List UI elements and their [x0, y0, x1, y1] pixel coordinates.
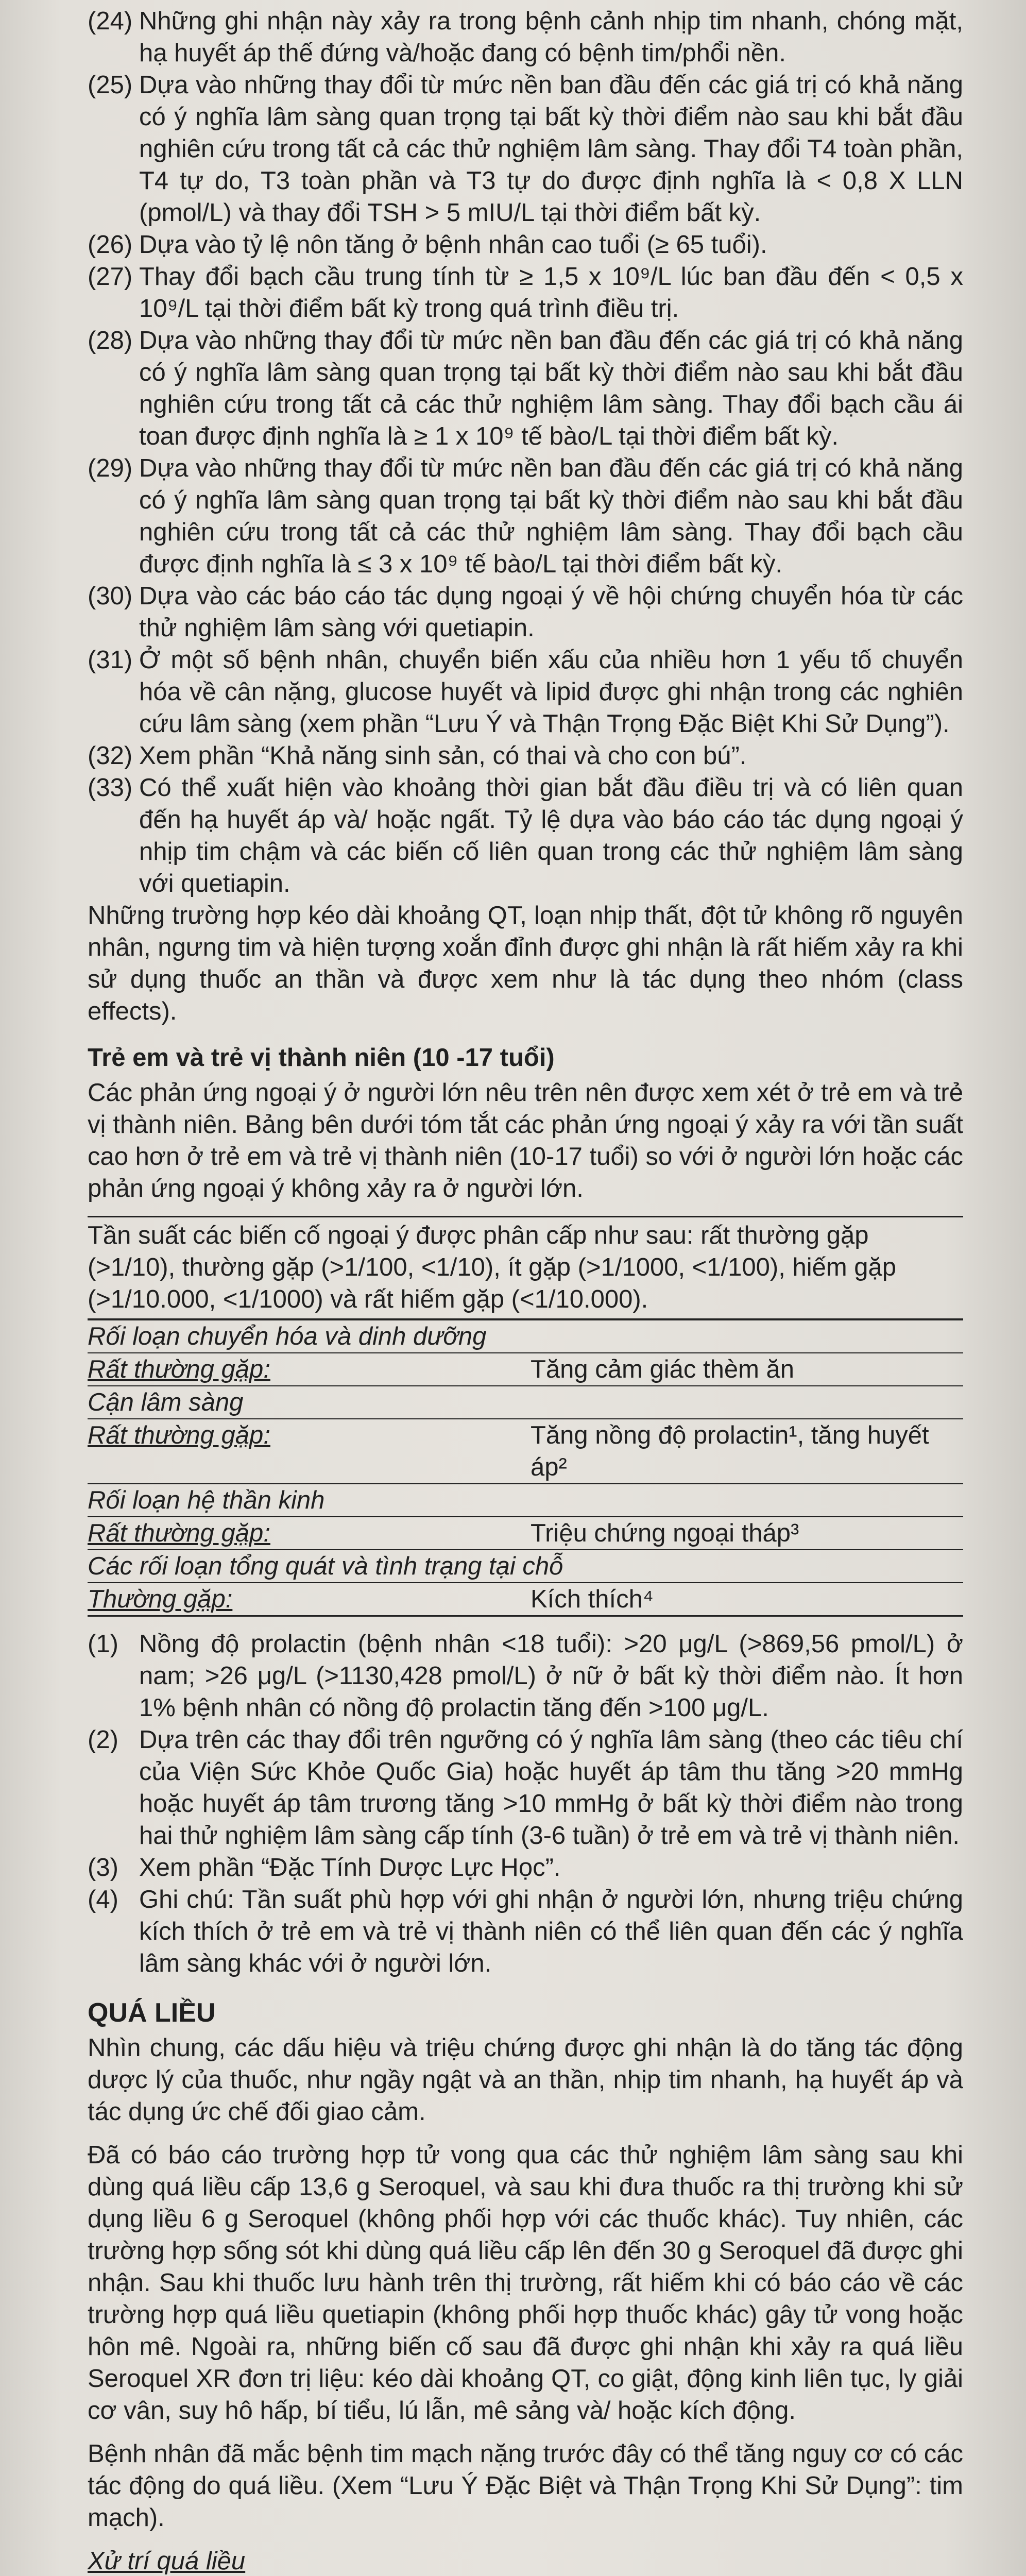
effect-cell: Triệu chứng ngoại tháp³ — [531, 1519, 799, 1547]
footnote-text: Thay đổi bạch cầu trung tính từ ≥ 1,5 x 10⁹/L lúc ban đầu đến < 0,5 x 10⁹/L tại thời điểm bất kỳ trong quá trình điều trị. — [139, 263, 963, 323]
footnote-text: Dựa vào những thay đổi từ mức nền ban đầu đến các giá trị có khả năng có ý nghĩa lâm sàng quan trọng tại bất kỳ thời điểm nào sau khi bắt đầu nghiên cứu trong tất cả các thử nghiệm lâm sàng. Thay đổi bạch cầu được định nghĩa là ≤ 3 x 10⁹ tế bào/L tại thời điểm bất kỳ. — [139, 454, 963, 578]
footnote-text: Ghi chú: Tần suất phù hợp với ghi nhận ở người lớn, nhưng triệu chứng kích thích ở trẻ em và trẻ vị thành niên có thể liên quan đến các ý nghĩa lâm sàng khác với ở người lớn. — [139, 1886, 963, 1977]
overdose-para: Đã có báo cáo trường hợp tử vong qua các thử nghiệm lâm sàng sau khi dùng quá liều cấp 13,6 g Seroquel, và sau khi đưa thuốc ra thị trường khi sử dụng liều 6 g Seroquel (không phối hợp với các thuốc khác). Tuy nhiên, các trường hợp sống sót khi dùng quá liều cấp lên đến 30 g Seroquel đã được ghi nhận. Sau khi thuốc lưu hành trên thị trường, rất hiếm khi có báo cáo về các trường hợp quá liều quetiapin (không phối hợp thuốc khác) gây tử vong hoặc hôn mê. Ngoài ra, những biến cố sau đã được ghi nhận khi xảy ra quá liều Seroquel XR đơn trị liệu: kéo dài khoảng QT, co giật, động kinh liên tục, ly giải cơ vân, suy hô hấp, bí tiểu, lú lẫn, mê sảng và/ hoặc kích động. — [88, 2141, 963, 2425]
effect-cell: Tăng nồng độ prolactin¹, tăng huyết áp² — [531, 1421, 929, 1481]
footnote-number: (4) — [88, 1886, 118, 1913]
footnote-text: Xem phần “Đặc Tính Dược Lực Học”. — [139, 1854, 561, 1882]
footnote-item — [88, 325, 963, 452]
footnote-text: Có thể xuất hiện vào khoảng thời gian bắt đầu điều trị và có liên quan đến hạ huyết áp và/ hoặc ngất. Tỷ lệ dựa vào báo cáo tác dụng ngoại ý nhịp tim chậm và các biến cố liên quan trong các thử nghiệm lâm sàng với quetiapin. — [139, 774, 963, 897]
footnote-number: (33) — [88, 774, 133, 802]
footnote-item — [88, 229, 963, 261]
footnote-number: (27) — [88, 263, 133, 291]
footnote-text: Ở một số bệnh nhân, chuyển biến xấu của nhiều hơn 1 yếu tố chuyển hóa về cân nặng, glucose huyết và lipid được ghi nhận trong các nghiên cứu lâm sàng (xem phần “Lưu Ý và Thận Trọng Đặc Biệt Khi Sử Dụng”). — [139, 646, 963, 738]
frequency-cell: Rất thường gặp: — [88, 1355, 270, 1383]
footnote-number: (24) — [88, 7, 133, 35]
frequency-cell: Rất thường gặp: — [88, 1519, 270, 1547]
overdose-management-heading: Xử trí quá liều — [88, 2547, 246, 2575]
footnote-text: Dựa vào những thay đổi từ mức nền ban đầu đến các giá trị có khả năng có ý nghĩa lâm sàng quan trọng tại bất kỳ thời điểm nào sau khi bắt đầu nghiên cứu trong tất cả các thử nghiệm lâm sàng. Thay đổi T4 toàn phần, T4 tự do, T3 toàn phần và T3 tự do được định nghĩa là < 0,8 X LLN (pmol/L) và thay đổi TSH > 5 mIU/L tại thời điểm bất kỳ. — [139, 71, 963, 227]
table-row — [88, 1582, 963, 1615]
effect-cell: Kích thích⁴ — [531, 1585, 654, 1613]
table-footnotes — [88, 1628, 963, 1979]
text-column — [88, 5, 963, 2576]
footnote-number: (30) — [88, 582, 133, 610]
table-intro: Tần suất các biến cố ngoại ý được phân cấp như sau: rất thường gặp (>1/10), thường gặp (>1/100, <1/10), ít gặp (>1/1000, <1/100), hiếm gặp (>1/10.000, <1/1000) và rất hiếm gặp (<1/10.000). — [88, 1217, 963, 1319]
footnote-number: (26) — [88, 231, 133, 259]
footnote-number: (2) — [88, 1726, 118, 1754]
footnote-number: (29) — [88, 454, 133, 482]
footnote-text: Dựa vào các báo cáo tác dụng ngoại ý về hội chứng chuyển hóa từ các thử nghiệm lâm sàng với quetiapin. — [139, 582, 963, 642]
frequency-cell: Thường gặp: — [88, 1585, 233, 1613]
footnotes-block — [88, 5, 963, 900]
footnote-text: Dựa vào những thay đổi từ mức nền ban đầu đến các giá trị có khả năng có ý nghĩa lâm sàng quan trọng tại bất kỳ thời điểm nào sau khi bắt đầu nghiên cứu trong tất cả các thử nghiệm lâm sàng. Thay đổi bạch cầu ái toan được định nghĩa là ≥ 1 x 10⁹ tế bào/L tại thời điểm bất kỳ. — [139, 327, 963, 450]
overdose-para: Nhìn chung, các dấu hiệu và triệu chứng được ghi nhận là do tăng tác động dược lý của thuốc, như ngầy ngật và an thần, nhịp tim nhanh, hạ huyết áp và tác dụng ức chế đối giao cảm. — [88, 2034, 963, 2126]
footnote-item — [88, 69, 963, 229]
footnote-text: Những ghi nhận này xảy ra trong bệnh cảnh nhịp tim nhanh, chóng mặt, hạ huyết áp thế đứng và/hoặc đang có bệnh tim/phổi nền. — [139, 7, 963, 67]
peds-intro: Các phản ứng ngoại ý ở người lớn nêu trên nên được xem xét ở trẻ em và trẻ vị thành niên. Bảng bên dưới tóm tắt các phản ứng ngoại ý xảy ra với tần suất cao hơn ở trẻ em và trẻ vị thành niên (10-17 tuổi) so với ở người lớn hoặc các phản ứng ngoại ý không xảy ra ở người lớn. — [88, 1079, 963, 1202]
footnote-text: Dựa vào tỷ lệ nôn tăng ở bệnh nhân cao tuổi (≥ 65 tuổi). — [139, 231, 767, 259]
footnote-number: (25) — [88, 71, 133, 99]
effect-cell: Tăng cảm giác thèm ăn — [531, 1355, 795, 1383]
overdose-para: Bệnh nhân đã mắc bệnh tim mạch nặng trước đây có thể tăng nguy cơ có các tác động do quá liều. (Xem “Lưu Ý Đặc Biệt và Thận Trọng Khi Sử Dụng”: tim mạch). — [88, 2440, 963, 2532]
footnote-item — [88, 772, 963, 900]
adverse-events-table — [88, 1216, 963, 1617]
footnote-item — [88, 580, 963, 644]
table-row — [88, 1418, 963, 1483]
footnote-item — [88, 5, 963, 69]
table-body — [88, 1319, 963, 1615]
footnote-number: (32) — [88, 742, 133, 770]
footnote-number: (28) — [88, 327, 133, 354]
footnote-item — [88, 1628, 963, 1724]
table-section-title: Rối loạn chuyển hóa và dinh dưỡng — [88, 1319, 963, 1352]
frequency-cell: Rất thường gặp: — [88, 1421, 270, 1449]
footnote-text: Xem phần “Khả năng sinh sản, có thai và cho con bú”. — [139, 742, 747, 770]
peds-heading: Trẻ em và trẻ vị thành niên (10 -17 tuổi) — [88, 1044, 555, 1072]
footnote-number: (31) — [88, 646, 133, 674]
qt-paragraph: Những trường hợp kéo dài khoảng QT, loạn nhịp thất, đột tử không rõ nguyên nhân, ngưng tim và hiện tượng xoắn đỉnh được ghi nhận là rất hiếm xảy ra khi sử dụng thuốc an thần và được xem như là tác dụng theo nhóm (class effects). — [88, 902, 963, 1025]
footnote-text: Nồng độ prolactin (bệnh nhân <18 tuổi): >20 μg/L (>869,56 pmol/L) ở nam; >26 μg/L (>1130,428 pmol/L) ở nữ ở bất kỳ thời điểm nào. Ít hơn 1% bệnh nhân có nồng độ prolactin tăng đến >100 μg/L. — [139, 1630, 963, 1722]
footnote-item — [88, 644, 963, 740]
table-row — [88, 1352, 963, 1385]
footnote-item — [88, 1852, 963, 1884]
footnote-number: (3) — [88, 1854, 118, 1882]
footnote-item — [88, 261, 963, 325]
footnote-item — [88, 1724, 963, 1852]
footnote-item — [88, 740, 963, 772]
footnote-item — [88, 452, 963, 580]
table-row — [88, 1516, 963, 1549]
overdose-heading: QUÁ LIỀU — [88, 1998, 216, 2028]
footnote-number: (1) — [88, 1630, 118, 1658]
table-section-title: Rối loạn hệ thần kinh — [88, 1483, 963, 1516]
footnote-text: Dựa trên các thay đổi trên ngưỡng có ý nghĩa lâm sàng (theo các tiêu chí của Viện Sức Khỏe Quốc Gia) hoặc huyết áp tâm thu tăng >20 mmHg hoặc huyết áp tâm trương tăng >10 mmHg ở bất kỳ thời điểm nào trong hai thử nghiệm lâm sàng cấp tính (3-6 tuần) ở trẻ em và trẻ vị thành niên. — [139, 1726, 963, 1850]
footnote-item — [88, 1884, 963, 1979]
table-section-title: Cận lâm sàng — [88, 1385, 963, 1418]
table-section-title: Các rối loạn tổng quát và tình trạng tại chỗ — [88, 1549, 963, 1582]
